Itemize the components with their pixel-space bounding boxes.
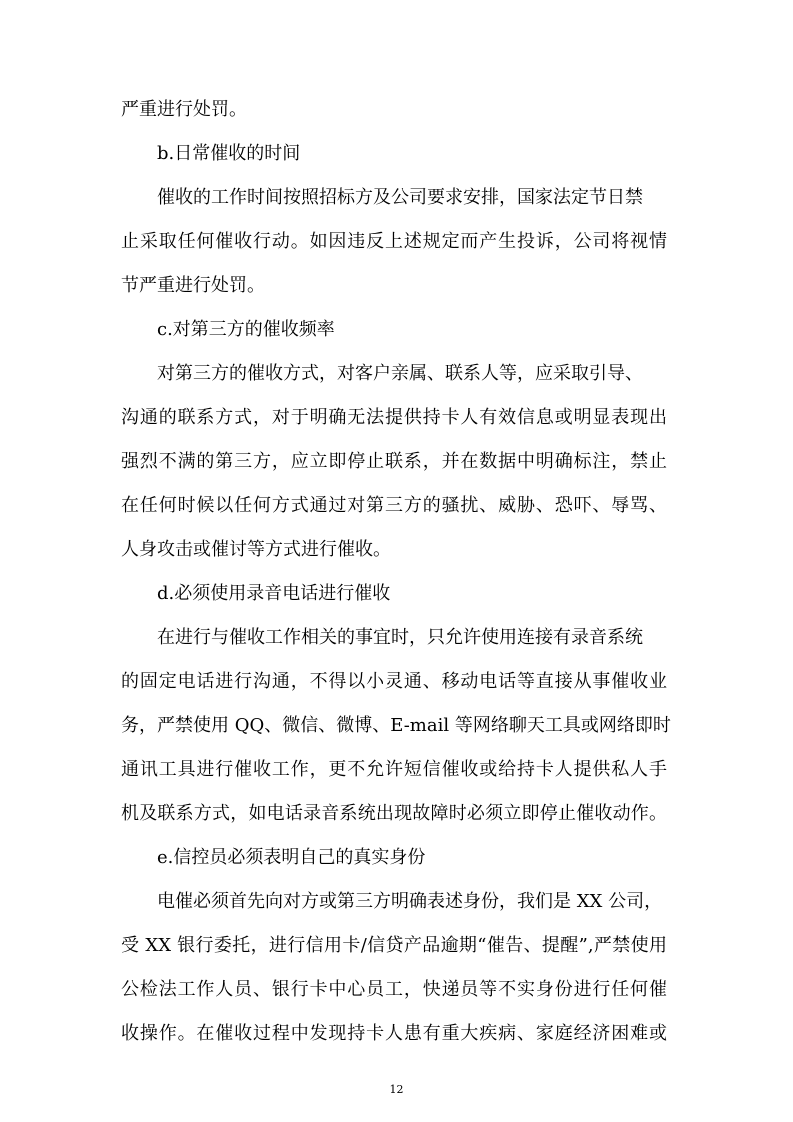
text-line: 的固定电话进行沟通，不得以小灵通、移动电话等直接从事催收业: [121, 671, 667, 692]
text-line: 机及联系方式，如电话录音系统出现故障时必须立即停止催收动作。: [121, 803, 667, 824]
text-line: 催收的工作时间按照招标方及公司要求安排，国家法定节日禁: [157, 187, 643, 208]
section-heading-e: e.信控员必须表明自己的真实身份: [157, 847, 426, 868]
text-line: 沟通的联系方式，对于明确无法提供持卡人有效信息或明显表现出: [121, 407, 667, 428]
text-line: 受 XX 银行委托，进行信用卡/信贷产品逾期“催告、提醒”,严禁使用: [121, 935, 667, 956]
text-line: 电催必须首先向对方或第三方明确表述身份，我们是 XX 公司，: [157, 891, 663, 912]
section-heading-d: d.必须使用录音电话进行催收: [157, 583, 391, 604]
section-heading-b: b.日常催收的时间: [157, 143, 301, 164]
text-line: 止采取任何催收行动。如因违反上述规定而产生投诉，公司将视情: [121, 231, 667, 252]
text-line: 通讯工具进行催收工作，更不允许短信催收或给持卡人提供私人手: [121, 759, 667, 780]
text-line: 务，严禁使用 QQ、微信、微博、E-mail 等网络聊天工具或网络即时: [121, 715, 671, 736]
page-number: 12: [389, 1083, 404, 1096]
text-line: 公检法工作人员、银行卡中心员工，快递员等不实身份进行任何催: [121, 979, 667, 1000]
text-line: 对第三方的催收方式，对客户亲属、联系人等，应采取引导、: [157, 363, 643, 384]
text-line: 强烈不满的第三方，应立即停止联系，并在数据中明确标注，禁止: [121, 451, 667, 472]
section-heading-c: c.对第三方的催收频率: [157, 319, 335, 340]
text-line: 严重进行处罚。: [121, 99, 247, 120]
text-line: 在进行与催收工作相关的事宜时，只允许使用连接有录音系统: [157, 627, 643, 648]
text-line: 收操作。在催收过程中发现持卡人患有重大疾病、家庭经济困难或: [121, 1023, 667, 1044]
text-line: 人身攻击或催讨等方式进行催收。: [121, 539, 391, 560]
text-line: 在任何时候以任何方式通过对第三方的骚扰、威胁、恐吓、辱骂、: [121, 495, 667, 516]
text-line: 节严重进行处罚。: [121, 275, 265, 296]
